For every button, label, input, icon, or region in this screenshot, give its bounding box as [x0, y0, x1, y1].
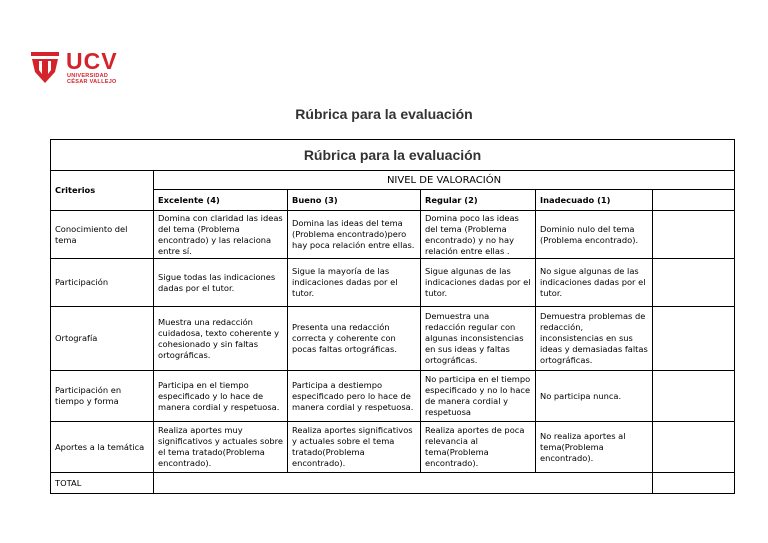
page-title: Rúbrica para la evaluación	[295, 106, 473, 122]
ucv-shield-icon	[30, 50, 60, 84]
table-cell: Presenta una redacción correcta y coherente con pocas faltas ortográficas.	[288, 307, 421, 371]
table-cell: Domina poco las ideas del tema (Problema encontrado) y no hay relación entre ellas .	[421, 211, 536, 259]
score-cell	[653, 371, 735, 422]
table-cell: Participa en el tiempo especificado y lo hace de manera cordial y respetuosa.	[154, 371, 288, 422]
logo-line-1: UNIVERSIDAD	[67, 73, 109, 79]
level-header-bueno: Bueno (3)	[288, 190, 421, 211]
table-row	[51, 259, 735, 307]
level-header-excelente: Excelente (4)	[154, 190, 288, 211]
total-empty-cell	[154, 473, 653, 494]
total-label: TOTAL	[51, 473, 154, 494]
table-cell: Realiza aportes significativos y actuales sobre el tema tratado(Problema encontrado).	[288, 422, 421, 473]
table-cell: No realiza aportes al tema(Problema encontrado).	[536, 422, 653, 473]
table-cell: Sigue todas las indicaciones dadas por el tutor.	[154, 259, 288, 307]
table-row	[51, 211, 735, 259]
table-cell: Muestra una redacción cuidadosa, texto coherente y cohesionado y sin faltas ortográficas.	[154, 307, 288, 371]
table-cell: Demuestra una redacción regular con algunas inconsistencias en sus ideas y faltas ortográficas.	[421, 307, 536, 371]
table-cell: Demuestra problemas de redacción, inconsistencias en sus ideas y demasiadas faltas ortográficas.	[536, 307, 653, 371]
score-cell	[653, 211, 735, 259]
table-cell: Domina las ideas del tema (Problema encontrado)pero hay poca relación entre ellas.	[288, 211, 421, 259]
table-cell: No participa en el tiempo especificado y no lo hace de manera cordial y respetuosa	[421, 371, 536, 422]
criterion-cell: Participación en tiempo y forma	[51, 371, 154, 422]
score-cell	[653, 307, 735, 371]
level-header-inadecuado: Inadecuado (1)	[536, 190, 653, 211]
score-cell	[653, 259, 735, 307]
table-row	[51, 422, 735, 473]
table-cell: Participa a destiempo especificado pero lo hace de manera cordial y respetuosa.	[288, 371, 421, 422]
criterion-cell: Participación	[51, 259, 154, 307]
table-cell: Realiza aportes muy significativos y actuales sobre el tema tratado(Problema encontrado).	[154, 422, 288, 473]
table-cell: Domina con claridad las ideas del tema (Problema encontrado) y las relaciona entre sí.	[154, 211, 288, 259]
table-cell: Sigue la mayoría de las indicaciones dadas por el tutor.	[288, 259, 421, 307]
rubric-table	[50, 139, 735, 494]
criterion-cell: Aportes a la temática	[51, 422, 154, 473]
logo-line-2: CÉSAR VALLEJO	[67, 79, 117, 85]
table-cell: Dominio nulo del tema (Problema encontrado).	[536, 211, 653, 259]
criterion-cell: Ortografía	[51, 307, 154, 371]
total-score-cell	[653, 473, 735, 494]
table-title: Rúbrica para la evaluación	[51, 140, 735, 171]
level-header-empty	[653, 190, 735, 211]
table-row	[51, 371, 735, 422]
level-header-regular: Regular (2)	[421, 190, 536, 211]
table-row	[51, 307, 735, 371]
level-group-header: NIVEL DE VALORACIÓN	[154, 171, 735, 190]
logo-name: UCV	[66, 48, 118, 74]
table-cell: No sigue algunas de las indicaciones dadas por el tutor.	[536, 259, 653, 307]
table-cell: Realiza aportes de poca relevancia al tema(Problema encontrado).	[421, 422, 536, 473]
ucv-logo	[30, 48, 125, 96]
table-cell: Sigue algunas de las indicaciones dadas por el tutor.	[421, 259, 536, 307]
total-row	[51, 473, 735, 494]
score-cell	[653, 422, 735, 473]
criteria-header: Criterios	[51, 171, 154, 211]
table-cell: No participa nunca.	[536, 371, 653, 422]
criterion-cell: Conocimiento del tema	[51, 211, 154, 259]
